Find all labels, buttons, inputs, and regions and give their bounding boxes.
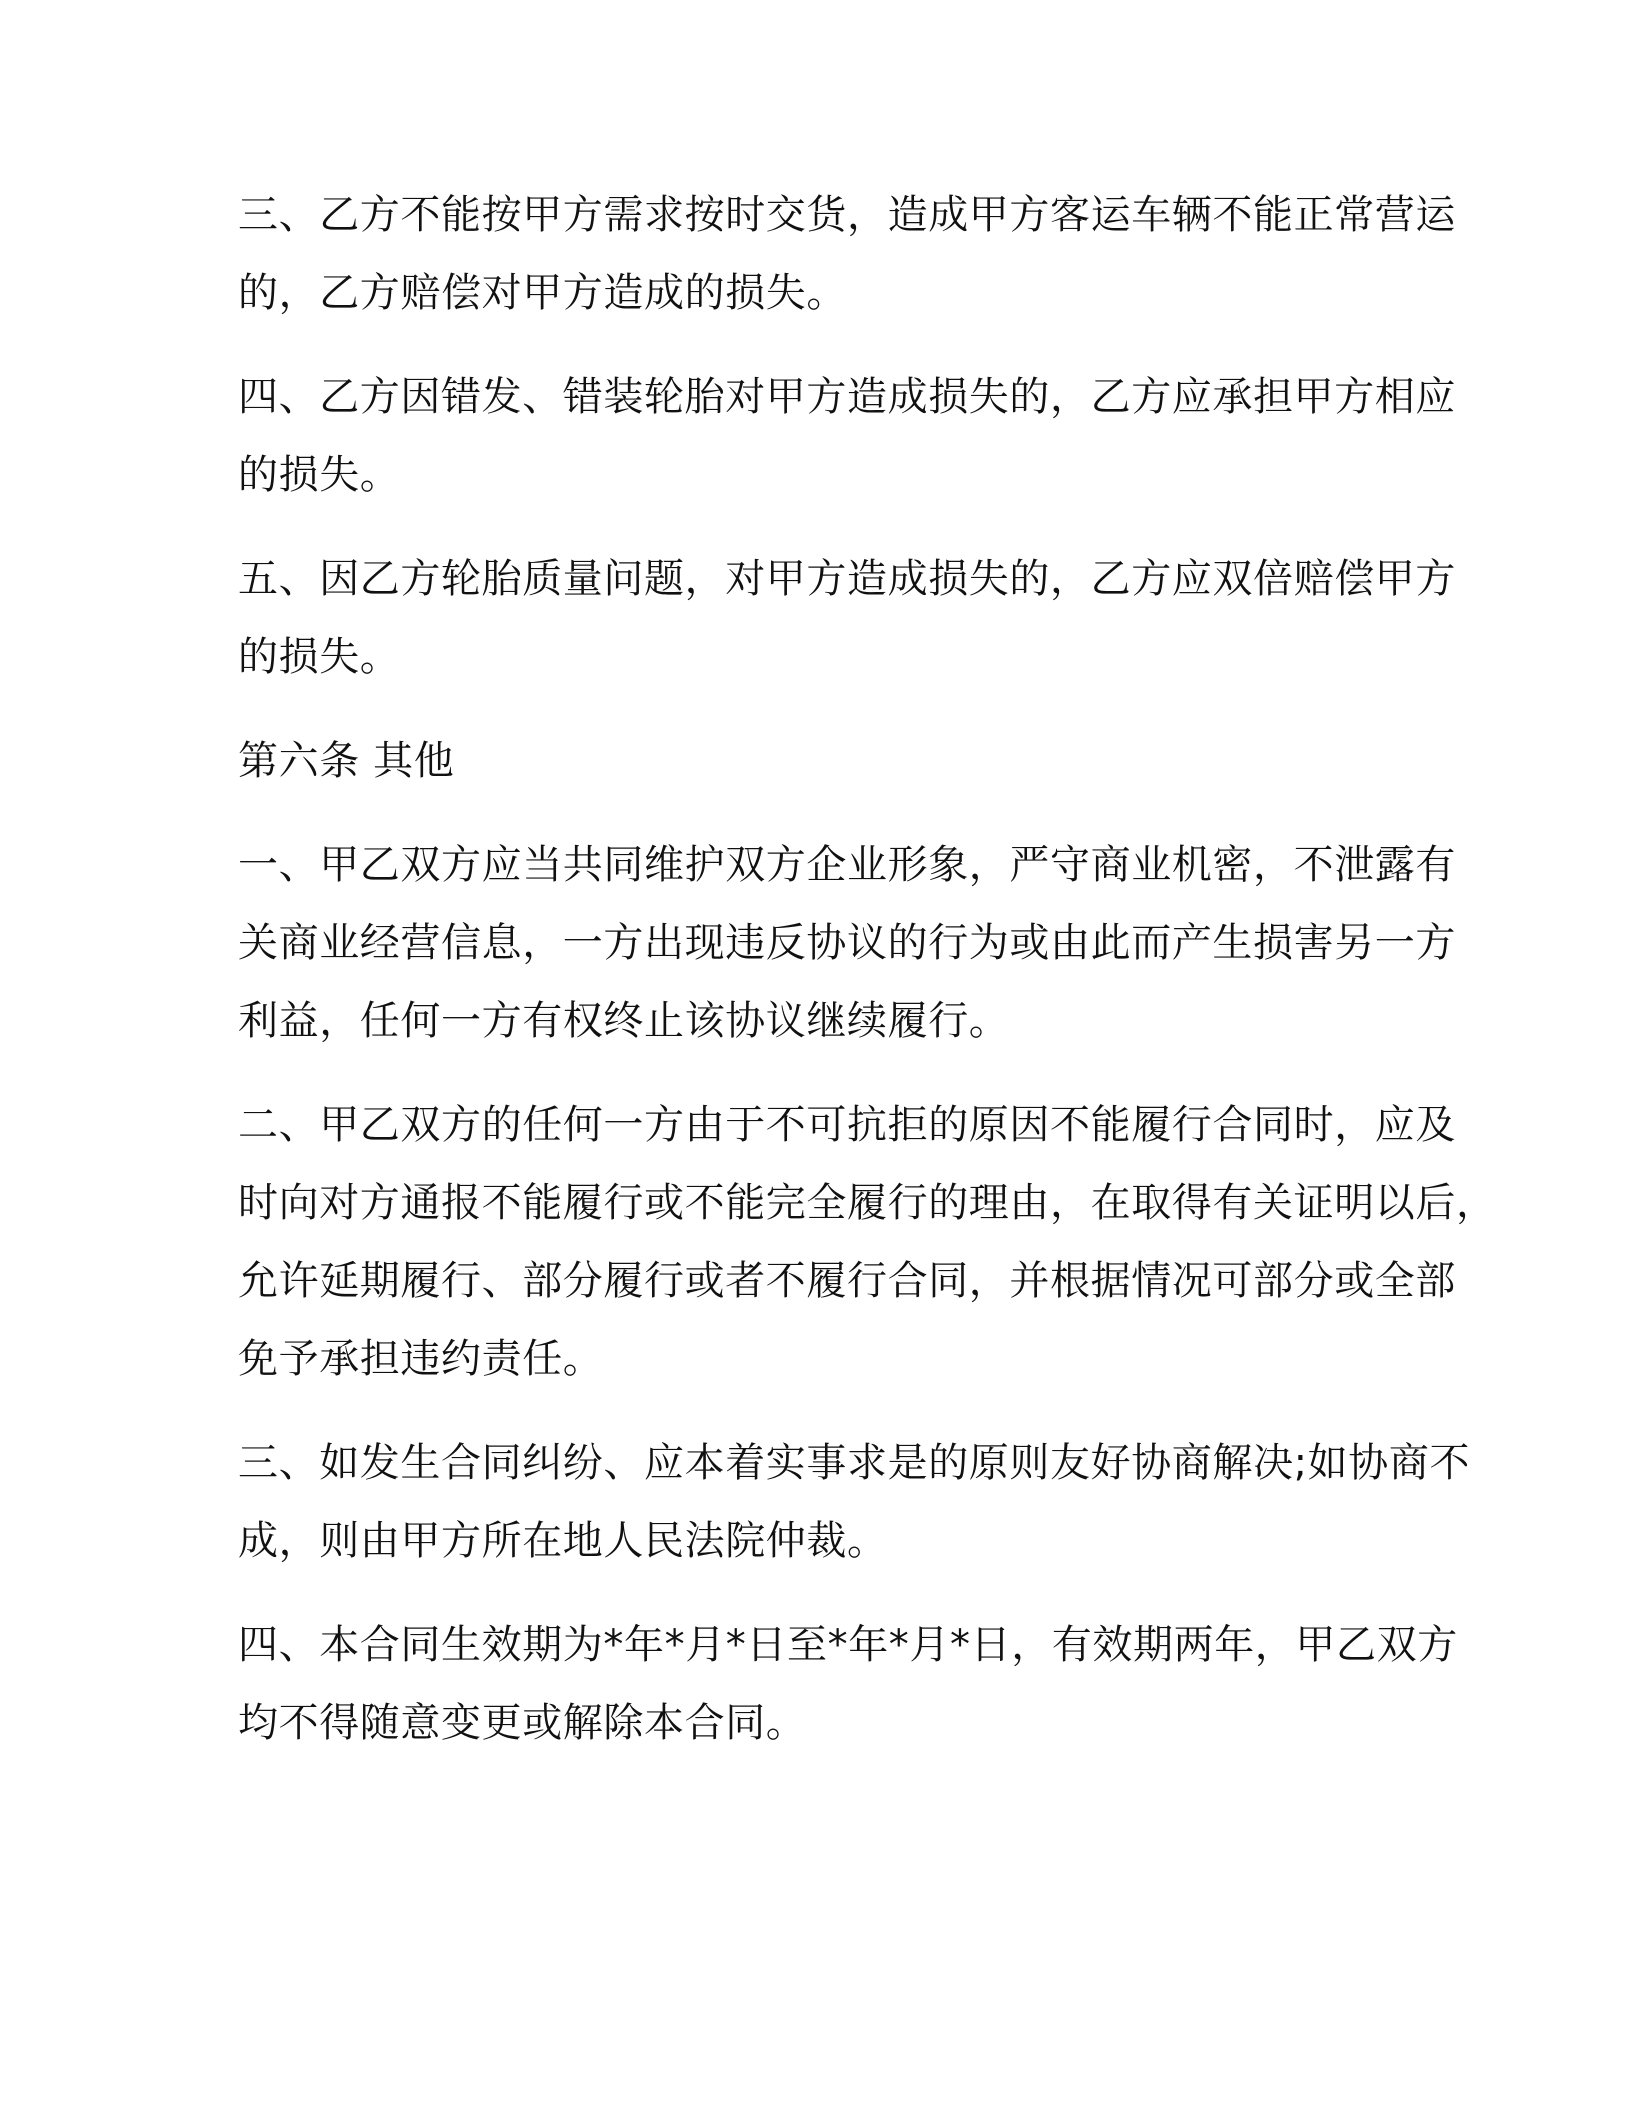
text-line: 允许延期履行、部分履行或者不履行合同，并根据情况可部分或全部 (238, 1258, 1456, 1304)
text-line: 时向对方通报不能履行或不能完全履行的理由，在取得有关证明以后， (238, 1180, 1497, 1226)
text-line: 免予承担违约责任。 (238, 1336, 604, 1382)
text-line: 的损失。 (238, 452, 401, 498)
text-line: 关商业经营信息，一方出现违反协议的行为或由此而产生损害另一方 (238, 920, 1456, 966)
text-line: 四、本合同生效期为*年*月*日至*年*月*日，有效期两年，甲乙双方 (238, 1622, 1458, 1668)
clause-paragraph (238, 826, 1456, 1060)
text-line: 二、甲乙双方的任何一方由于不可抗拒的原因不能履行合同时，应及 (238, 1102, 1456, 1148)
clause-paragraph (238, 1424, 1471, 1580)
heading-line: 第六条 其他 (238, 738, 455, 784)
text-line: 成，则由甲方所在地人民法院仲裁。 (238, 1518, 888, 1564)
text-line: 四、乙方因错发、错装轮胎对甲方造成损失的，乙方应承担甲方相应 (238, 374, 1456, 420)
clause-paragraph (238, 358, 1456, 514)
clause-paragraph (238, 1606, 1458, 1762)
text-line: 三、如发生合同纠纷、应本着实事求是的原则友好协商解决;如协商不 (238, 1440, 1471, 1486)
document-body (238, 176, 1497, 1788)
section-heading (238, 722, 1398, 800)
text-line: 的损失。 (238, 634, 401, 680)
clause-paragraph (238, 1086, 1497, 1398)
text-line: 五、因乙方轮胎质量问题，对甲方造成损失的，乙方应双倍赔偿甲方 (238, 556, 1456, 602)
text-line: 三、乙方不能按甲方需求按时交货，造成甲方客运车辆不能正常营运 (238, 192, 1456, 238)
text-line: 利益，任何一方有权终止该协议继续履行。 (238, 998, 1010, 1044)
clause-paragraph (238, 176, 1456, 332)
text-line: 一、甲乙双方应当共同维护双方企业形象，严守商业机密，不泄露有 (238, 842, 1456, 888)
text-line: 均不得随意变更或解除本合同。 (238, 1700, 807, 1746)
text-line: 的，乙方赔偿对甲方造成的损失。 (238, 270, 847, 316)
clause-paragraph (238, 540, 1456, 696)
